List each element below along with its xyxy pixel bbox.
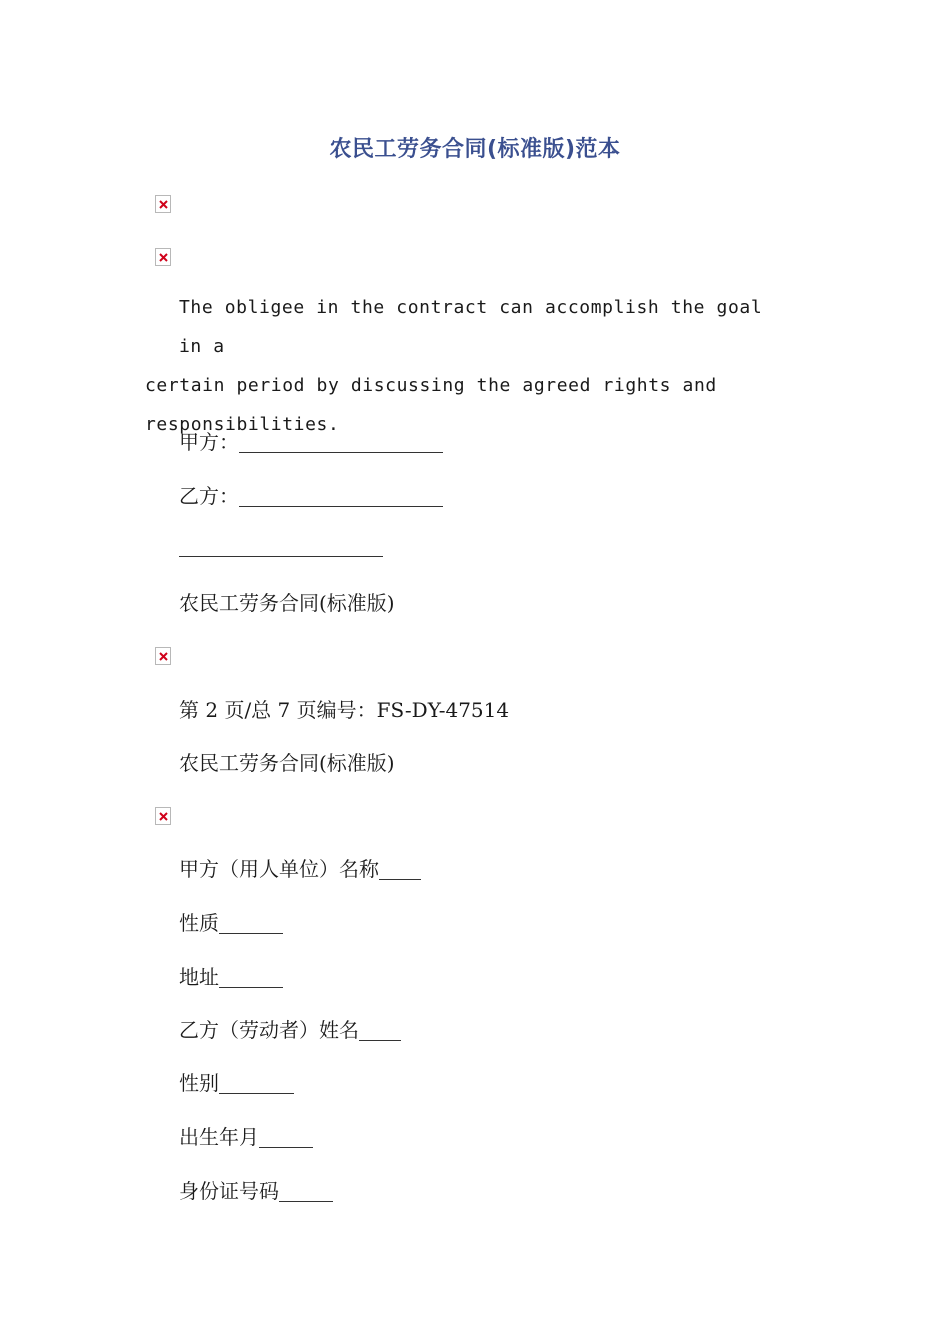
- gender-field: [179, 1067, 294, 1096]
- broken-image-icon: [155, 647, 171, 665]
- nature-blank: [219, 913, 283, 934]
- id-number-field: [179, 1175, 333, 1204]
- page-info: 第 2 页/总 7 页编号：FS-DY-47514: [179, 698, 510, 722]
- address-label: 地址: [179, 965, 219, 989]
- blank-underline: [179, 536, 383, 557]
- party-b-line: [179, 480, 443, 509]
- party-b-label: 乙方：: [179, 484, 239, 508]
- employer-name-field: [179, 853, 421, 882]
- birth-date-field: [179, 1121, 313, 1150]
- intro-line: The obligee in the contract can accomplish the goal in a: [179, 297, 763, 357]
- gender-blank: [219, 1073, 294, 1094]
- party-a-line: [179, 426, 443, 455]
- party-a-label: 甲方：: [179, 430, 239, 454]
- broken-image-icon: [155, 195, 171, 213]
- intro-line: responsibilities.: [145, 414, 340, 435]
- id-number-blank: [279, 1181, 333, 1202]
- address-field: [179, 961, 283, 990]
- contract-subtitle: 农民工劳务合同(标准版): [179, 751, 395, 775]
- document-title: 农民工劳务合同(标准版)范本: [329, 137, 621, 162]
- id-number-label: 身份证号码: [179, 1179, 279, 1203]
- nature-field: [179, 907, 283, 936]
- broken-image-icon: [155, 807, 171, 825]
- intro-paragraph: [145, 288, 795, 444]
- contract-subtitle: 农民工劳务合同(标准版): [179, 591, 395, 615]
- nature-label: 性质: [179, 911, 219, 935]
- party-a-blank: [239, 432, 443, 453]
- worker-name-field: [179, 1014, 401, 1043]
- worker-name-blank: [359, 1020, 401, 1041]
- address-blank: [219, 967, 283, 988]
- standalone-blank-line: [179, 534, 383, 558]
- employer-name-label: 甲方（用人单位）名称: [179, 857, 379, 881]
- gender-label: 性别: [179, 1071, 219, 1095]
- intro-line: certain period by discussing the agreed rights and: [145, 375, 717, 396]
- employer-name-blank: [379, 859, 421, 880]
- birth-date-blank: [259, 1127, 313, 1148]
- worker-name-label: 乙方（劳动者）姓名: [179, 1018, 359, 1042]
- party-b-blank: [239, 486, 443, 507]
- birth-date-label: 出生年月: [179, 1125, 259, 1149]
- broken-image-icon: [155, 248, 171, 266]
